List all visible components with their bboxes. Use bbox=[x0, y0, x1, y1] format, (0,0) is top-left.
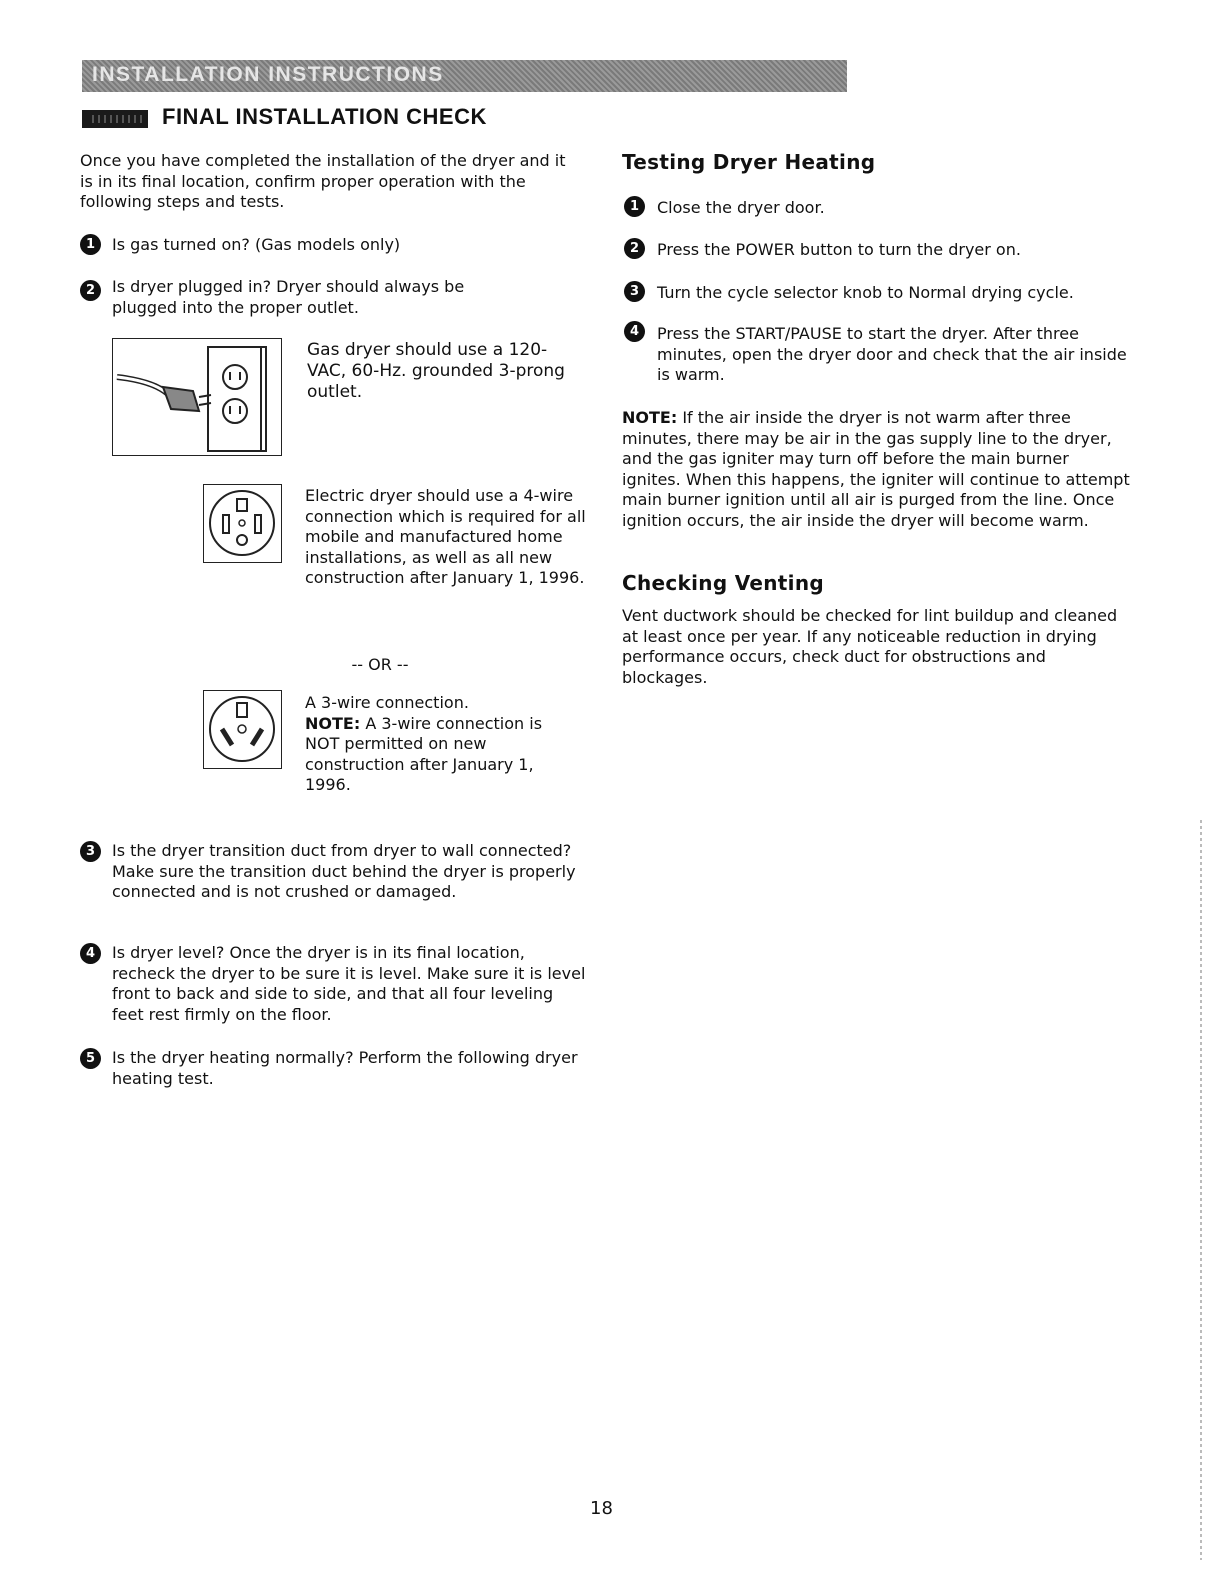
section-marker bbox=[82, 110, 148, 128]
test-step-2-number: 2 bbox=[624, 238, 645, 259]
check-4-number: 4 bbox=[80, 943, 101, 964]
test-step-2-text: Press the POWER button to turn the dryer on. bbox=[657, 240, 1021, 259]
check-1-number: 1 bbox=[80, 234, 101, 255]
testing-heading: Testing Dryer Heating bbox=[622, 150, 876, 174]
test-step-3-text: Turn the cycle selector knob to Normal drying cycle. bbox=[657, 283, 1074, 302]
check-4-text: Is dryer level? Once the dryer is in its final location, recheck the dryer to be sure it is level. Make sure it is level front to back and side to side, and that all four leveling feet rest firmly on the floor. bbox=[112, 943, 586, 1024]
three-wire-line1: A 3-wire connection. bbox=[305, 693, 469, 712]
check-2-text: Is dryer plugged in? Dryer should always be plugged into the proper outlet. bbox=[112, 277, 465, 317]
three-wire-receptacle-icon bbox=[204, 691, 280, 767]
gas-outlet-figure bbox=[112, 338, 282, 456]
check-5-text: Is the dryer heating normally? Perform the following dryer heating test. bbox=[112, 1048, 578, 1088]
check-3-number: 3 bbox=[80, 841, 101, 862]
test-step-1-number: 1 bbox=[624, 196, 645, 217]
check-3-text: Is the dryer transition duct from dryer to wall connected? Make sure the transition duct behind the dryer is properly connected and is not crushed or damaged. bbox=[112, 841, 576, 901]
test-step-4-text: Press the START/PAUSE to start the dryer. After three minutes, open the dryer door and check that the air inside is warm. bbox=[657, 324, 1127, 384]
check-5-number: 5 bbox=[80, 1048, 101, 1069]
three-wire-note-label: NOTE: bbox=[305, 713, 361, 733]
check-1-text: Is gas turned on? (Gas models only) bbox=[112, 235, 401, 254]
three-wire-text bbox=[305, 693, 565, 796]
three-wire-outlet-figure bbox=[203, 690, 282, 769]
plug-and-outlet-icon bbox=[113, 339, 280, 454]
test-step-1-text: Close the dryer door. bbox=[657, 198, 825, 217]
check-2-number: 2 bbox=[80, 280, 101, 301]
venting-heading: Checking Venting bbox=[622, 571, 824, 595]
testing-note-text: If the air inside the dryer is not warm after three minutes, there may be air in the gas supply line to the dryer, and the gas igniter may turn off before the main burner ignites. When this happens, the igniter will continue to attempt main burner ignition until all air is purged from the line. Once ignition occurs, the air inside the dryer will become warm. bbox=[622, 408, 1130, 530]
testing-note bbox=[622, 408, 1132, 531]
banner-title: INSTALLATION INSTRUCTIONS bbox=[92, 63, 444, 86]
three-wire-note-text: A 3-wire connection is NOT permitted on new construction after January 1, 1996. bbox=[305, 713, 543, 794]
three-wire-note bbox=[305, 714, 565, 796]
or-separator: -- OR -- bbox=[351, 655, 409, 674]
testing-note-label: NOTE: bbox=[622, 408, 678, 427]
page-number: 18 bbox=[590, 1498, 613, 1519]
venting-text: Vent ductwork should be checked for lint buildup and cleaned at least once per year. If any noticeable reduction in drying performance occurs, check duct for obstructions and blockages. bbox=[622, 606, 1118, 687]
test-step-4-number: 4 bbox=[624, 321, 645, 342]
four-wire-receptacle-icon bbox=[204, 485, 280, 561]
gas-outlet-text: Gas dryer should use a 120-VAC, 60-Hz. grounded 3-prong outlet. bbox=[307, 340, 565, 402]
section-banner bbox=[82, 60, 847, 92]
four-wire-text: Electric dryer should use a 4-wire connection which is required for all mobile and manufactured home installations, as well as all new construction after January 1, 1996. bbox=[305, 486, 586, 587]
scan-edge bbox=[1200, 820, 1202, 1560]
test-step-3-number: 3 bbox=[624, 281, 645, 302]
section-title: FINAL INSTALLATION CHECK bbox=[162, 104, 487, 129]
four-wire-outlet-figure bbox=[203, 484, 282, 563]
intro-text: Once you have completed the installation of the dryer and it is in its final location, confirm proper operation with the following steps and tests. bbox=[80, 151, 566, 211]
